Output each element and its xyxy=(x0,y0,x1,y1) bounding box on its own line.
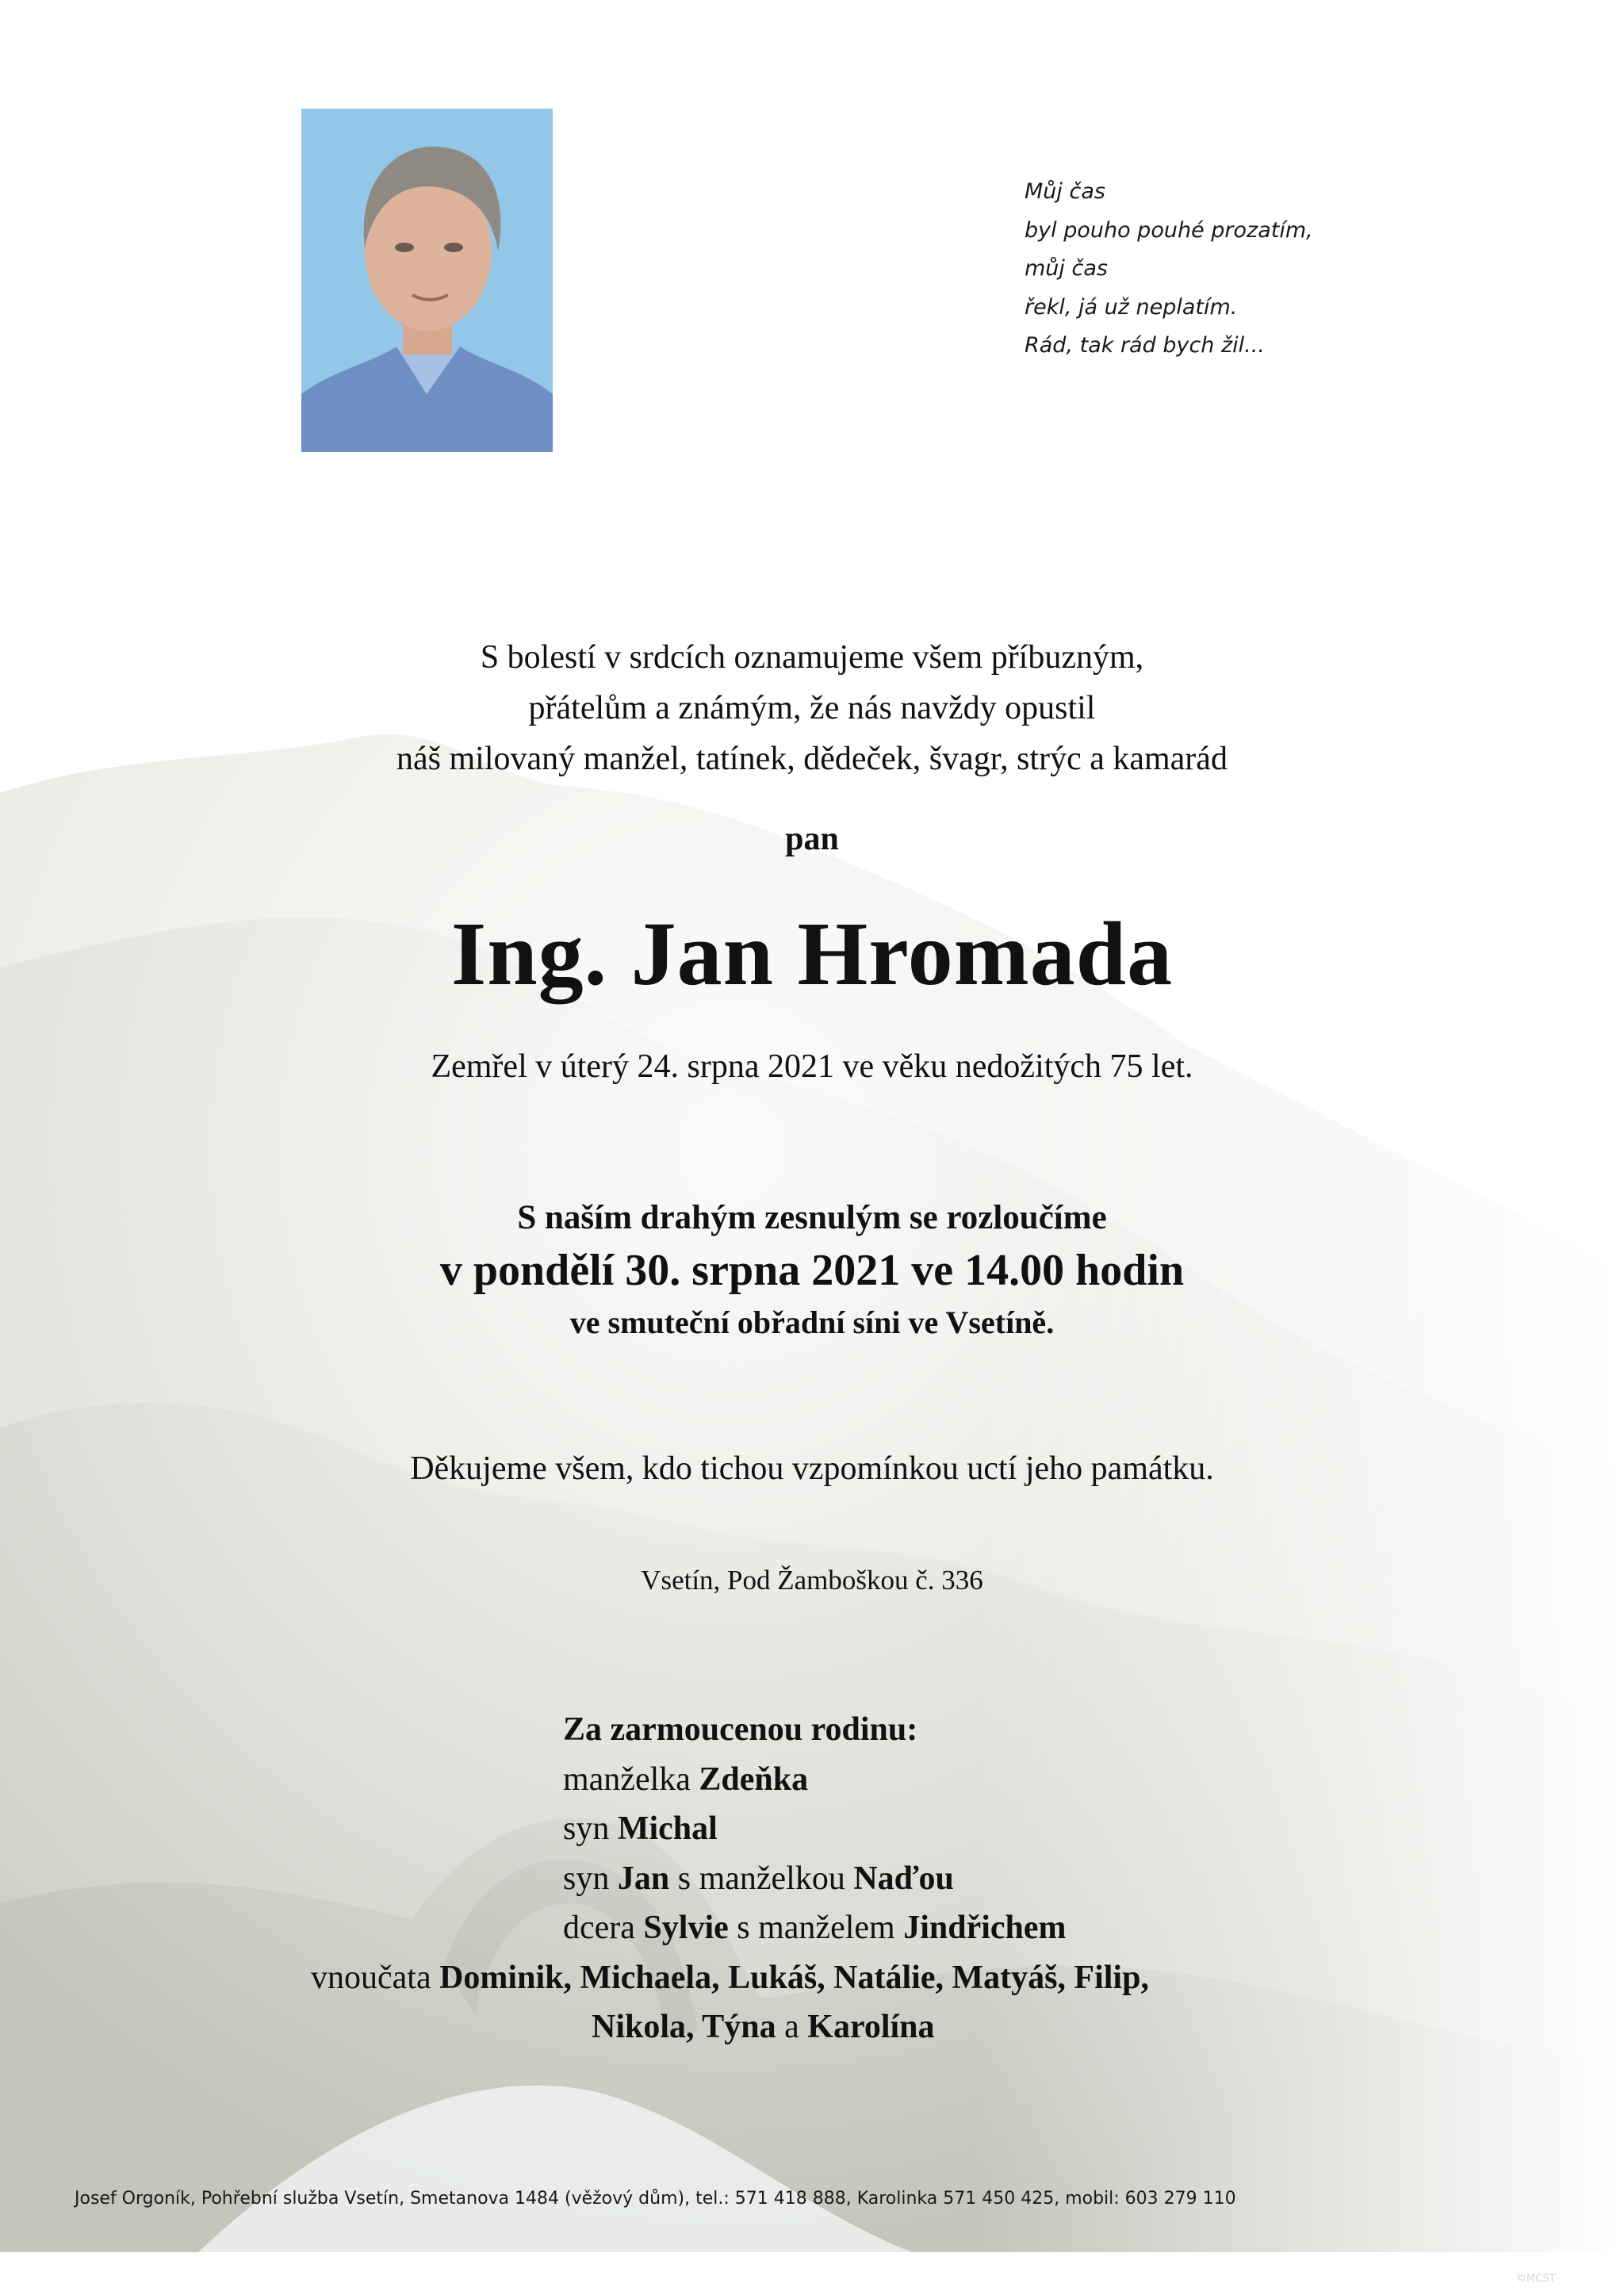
death-notice: Zemřel v úterý 24. srpna 2021 ve věku nedožitých 75 let. xyxy=(431,1048,1193,1085)
family-member-wife: manželka Zdeňka xyxy=(563,1761,809,1798)
intro-line: přátelům a známým, že nás navždy opustil xyxy=(528,690,1096,726)
family-heading: Za zarmoucenou rodinu: xyxy=(563,1711,918,1748)
portrait-photo xyxy=(301,109,553,452)
family-grandchildren-line-1: vnoučata Dominik, Michaela, Lukáš, Natálie, Matyáš, Filip, xyxy=(311,1959,1149,1996)
poem-line: byl pouho pouhé prozatím, xyxy=(1025,217,1313,243)
family-member-daughter: dcera Sylvie s manželem Jindřichem xyxy=(563,1910,1067,1946)
family-list xyxy=(0,1705,1624,2052)
honorific: pan xyxy=(785,821,839,857)
family-member-son-1: syn Michal xyxy=(563,1810,718,1847)
poem-line: řekl, já už neplatím. xyxy=(1025,294,1238,320)
thanks-text: Děkujeme všem, kdo tichou vzpomínkou uctí jeho památku. xyxy=(410,1450,1214,1487)
poem-quote xyxy=(1025,173,1437,366)
poem-line: Rád, tak rád bych žil... xyxy=(1025,333,1265,358)
funeral-service-footer: Josef Orgoník, Pohřební služba Vsetín, Smetanova 1484 (věžový dům), tel.: 571 418 888, Karolinka 571 450 425, mobil: 603 279 110 xyxy=(75,2189,1236,2209)
portrait-image xyxy=(301,109,553,452)
intro-line: náš milovaný manžel, tatínek, dědeček, švagr, strýc a kamarád xyxy=(396,741,1228,777)
funeral-place: ve smuteční obřadní síni ve Vsetíně. xyxy=(569,1305,1055,1340)
poem-line: Můj čas xyxy=(1025,179,1105,204)
family-member-son-2: syn Jan s manželkou Naďou xyxy=(563,1860,954,1897)
funeral-line-1: S naším drahým zesnulým se rozloučíme xyxy=(517,1199,1107,1236)
deceased-name: Ing. Jan Hromada xyxy=(450,903,1174,1004)
family-address: Vsetín, Pod Žamboškou č. 336 xyxy=(641,1565,983,1596)
watermark: ©MCST xyxy=(1516,2273,1556,2285)
funeral-date-time: v pondělí 30. srpna 2021 ve 14.00 hodin xyxy=(439,1246,1185,1295)
intro-line: S bolestí v srdcích oznamujeme všem příbuzným, xyxy=(480,639,1144,676)
poem-line: můj čas xyxy=(1025,256,1108,281)
announcement-intro xyxy=(0,632,1624,784)
family-grandchildren-line-2: Nikola, Týna a Karolína xyxy=(592,2009,935,2045)
